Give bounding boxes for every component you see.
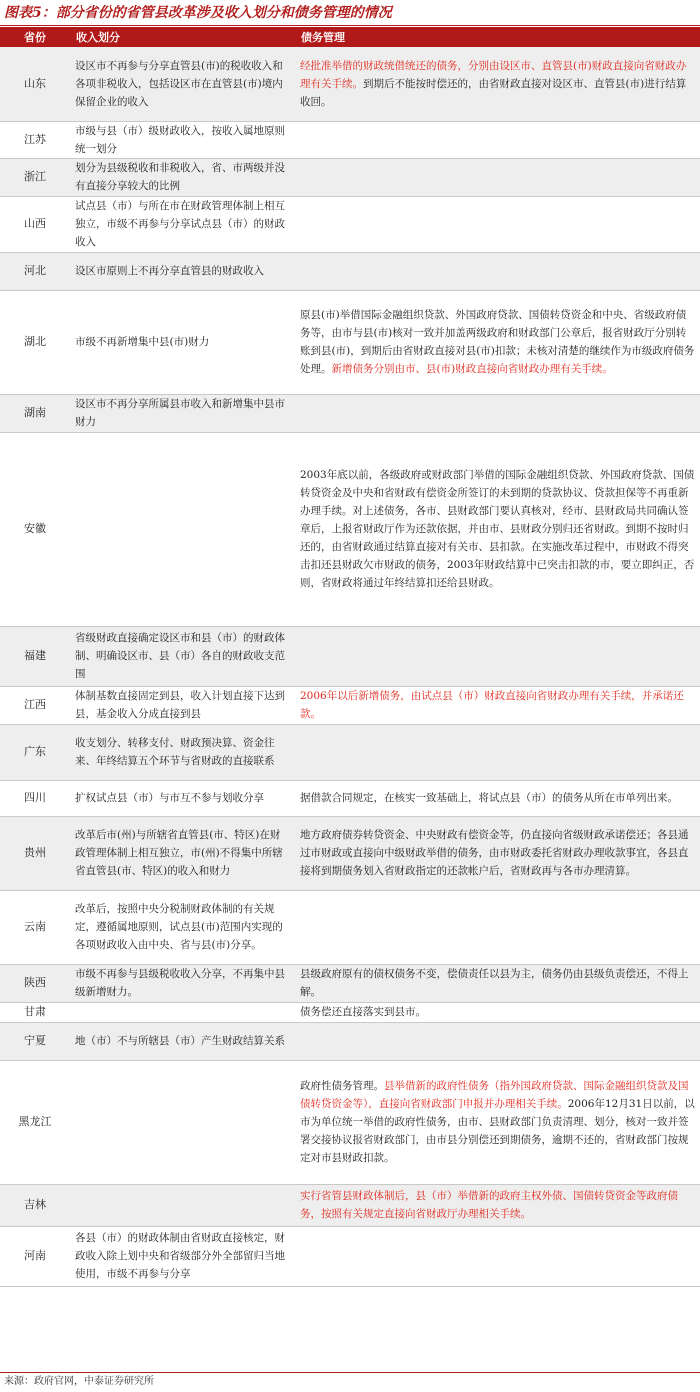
province-cell: 四川: [0, 780, 70, 816]
province-cell: 江西: [0, 686, 70, 724]
debt-highlight-text: 经批准举借的财政统借统还的债务，分别由设区市、直管县(市)财政直接向省财政办理有关手续。: [300, 59, 687, 90]
province-cell: 浙江: [0, 158, 70, 196]
table-row: [0, 1060, 700, 1184]
province-cell: 宁夏: [0, 1022, 70, 1060]
table-row: [0, 196, 700, 252]
table-row: [0, 724, 700, 780]
income-cell: 各县（市）的财政体制由省财政直接核定，财政收入除上划中央和省级部分外全部留归当地使用，市级不再参与分享: [70, 1226, 295, 1286]
debt-cell: [295, 252, 700, 290]
debt-text: 地方政府债券转贷资金、中央财政有偿资金等，仍直接向省级财政承诺偿还；各县通过市财政或直接向中级财政举借的债务，由市财政委托省财政办理收款事宜，各县直接将到期债务划入省财政指定的还款帐户后，省财政再与各市办理清算。: [300, 829, 689, 877]
income-cell: [70, 432, 295, 626]
debt-cell: [295, 47, 700, 121]
debt-cell: [295, 890, 700, 964]
province-cell: 吉林: [0, 1184, 70, 1226]
table-row: [0, 1002, 700, 1022]
header-income: 收入划分: [70, 27, 295, 47]
province-cell: 湖北: [0, 290, 70, 394]
province-cell: 河南: [0, 1226, 70, 1286]
table-row: [0, 394, 700, 432]
table-header-row: [0, 27, 700, 47]
income-cell: [70, 1184, 295, 1226]
debt-text: 县级政府原有的债权债务不变，偿债责任以县为主，债务仍由县级负责偿还，不得上解。: [300, 968, 689, 998]
province-cell: 福建: [0, 626, 70, 686]
debt-cell: [295, 964, 700, 1002]
debt-cell: [295, 1022, 700, 1060]
debt-text: 到期后不能按时偿还的，由省财政直接对设区市、直管县(市)进行结算收回。: [300, 77, 687, 108]
income-cell: 设区市不再分享所属县市收入和新增集中县市财力: [70, 394, 295, 432]
debt-text: 原县(市)举借国际金融组织贷款、外国政府贷款、国债转贷资金和中央、省级政府债务等，由市与县(市)核对一致并加盖两级政府和财政部门公章后，报省财政厅分别转账到县(市)，到期后由省财政直接对县(市)扣款；未核对清楚的继续作为市级政府债务处理。: [300, 309, 695, 375]
income-cell: [70, 1002, 295, 1022]
income-cell: 扩权试点县（市）与市互不参与划收分享: [70, 780, 295, 816]
income-cell: 试点县（市）与所在市在财政管理体制上相互独立，市级不再参与分享试点县（市）的财政收入: [70, 196, 295, 252]
table-row: [0, 290, 700, 394]
table-row: [0, 1022, 700, 1060]
debt-text: 2003年底以前，各级政府或财政部门举借的国际金融组织贷款、外国政府贷款、国债转贷资金及中央和省财政有偿资金所签订的未到期的贷款协议、贷款担保等不再重新办理手续。对上述债务，各市、县财政部门要认真核对，经市、县财政局共同确认签章后，上报省财政厅作为还款依据，并由市、县财政分别归还省财政。到期不按时归还的，由省财政通过结算直接对有关市、县扣款。在实施改革过程中，市财政不得突击扣还县财政欠市财政的债务，2003年财政结算中已突击扣款的市，要立即纠正，否则，省财政将通过年终结算扣还给县财政。: [300, 469, 695, 589]
debt-cell: [295, 158, 700, 196]
table-row: [0, 890, 700, 964]
table-row: [0, 780, 700, 816]
policy-table: [0, 27, 700, 1287]
province-cell: 河北: [0, 252, 70, 290]
debt-text: 债务偿还直接落实到县市。: [300, 1006, 426, 1018]
province-cell: 贵州: [0, 816, 70, 890]
title-rule: [0, 25, 700, 26]
table-row: [0, 1226, 700, 1286]
figure-title: 图表5：部分省份的省管县改革涉及收入划分和债务管理的情况: [4, 5, 392, 21]
debt-cell: [295, 1060, 700, 1184]
province-cell: 广东: [0, 724, 70, 780]
income-cell: [70, 1060, 295, 1184]
header-province: 省份: [0, 27, 70, 47]
table-row: [0, 252, 700, 290]
debt-cell: [295, 816, 700, 890]
debt-cell: [295, 1184, 700, 1226]
income-cell: 划分为县级税收和非税收入，省、市两级并没有直接分享较大的比例: [70, 158, 295, 196]
province-cell: 陕西: [0, 964, 70, 1002]
province-cell: 云南: [0, 890, 70, 964]
income-cell: 市级与县（市）级财政收入，按收入属地原则统一划分: [70, 121, 295, 158]
debt-cell: [295, 290, 700, 394]
debt-cell: [295, 1226, 700, 1286]
income-cell: 改革后市(州)与所辖省直管县(市、特区)在财政管理体制上相互独立，市(州)不得集中所辖省直管县(市、特区)的收入和财力: [70, 816, 295, 890]
table-row: [0, 816, 700, 890]
debt-cell: [295, 1002, 700, 1022]
debt-intro-text: 政府性债务管理。: [300, 1080, 384, 1092]
income-cell: 体制基数直接固定到县，收入计划直接下达到县，基金收入分成直接到县: [70, 686, 295, 724]
table-body: [0, 47, 700, 1286]
debt-text: 2006年12月31日以前，以市为单位统一举借的政府性债务，由市、县财政部门负责清理、划分，核对一致并签署交接协议报省财政部门，由市县分别偿还到期债务，逾期不还的，省财政部门按规定对市县财政扣款。: [300, 1098, 695, 1164]
income-cell: 省级财政直接确定设区市和县（市）的财政体制、明确设区市、县（市）各自的财政收支范围: [70, 626, 295, 686]
table-row: [0, 686, 700, 724]
table-row: [0, 1184, 700, 1226]
debt-cell: [295, 686, 700, 724]
table-row: [0, 964, 700, 1002]
income-cell: 设区市不再参与分享直管县(市)的税收收入和各项非税收入，包括设区市在直管县(市)境内保留企业的收入: [70, 47, 295, 121]
debt-cell: [295, 196, 700, 252]
debt-cell: [295, 394, 700, 432]
province-cell: 黑龙江: [0, 1060, 70, 1184]
table-row: [0, 626, 700, 686]
table-row: [0, 47, 700, 121]
debt-highlight-text: 县举借新的政府性债务（指外国政府贷款、国际金融组织贷款及国债转贷资金等），直接向省财政部门申报并办理相关手续。: [300, 1080, 689, 1110]
province-cell: 江苏: [0, 121, 70, 158]
header-debt: 债务管理: [295, 27, 700, 47]
debt-highlight-text: 实行省管县财政体制后，县（市）举借新的政府主权外债、国债转贷资金等政府债务，按照有关规定直接向省财政厅办理相关手续。: [300, 1190, 678, 1220]
debt-highlight-text: 2006年以后新增债务，由试点县（市）财政直接向省财政办理有关手续，并承诺还款。: [300, 690, 684, 720]
province-cell: 山西: [0, 196, 70, 252]
income-cell: 地（市）不与所辖县（市）产生财政结算关系: [70, 1022, 295, 1060]
debt-highlight-text: 新增债务分别由市、县(市)财政直接向省财政办理有关手续。: [331, 363, 613, 375]
income-cell: 收支划分、转移支付、财政预决算、资金往来、年终结算五个环节与省财政的直接联系: [70, 724, 295, 780]
income-cell: 市级不再新增集中县(市)财力: [70, 290, 295, 394]
province-cell: 甘肃: [0, 1002, 70, 1022]
province-cell: 山东: [0, 47, 70, 121]
table-row: [0, 432, 700, 626]
debt-cell: [295, 432, 700, 626]
debt-cell: [295, 121, 700, 158]
debt-cell: [295, 780, 700, 816]
debt-text: 据借款合同规定，在核实一致基础上，将试点县（市）的债务从所在市单列出来。: [300, 792, 678, 804]
debt-cell: [295, 626, 700, 686]
debt-cell: [295, 724, 700, 780]
source-rule: [0, 1372, 700, 1373]
income-cell: 设区市原则上不再分享直管县的财政收入: [70, 252, 295, 290]
province-cell: 安徽: [0, 432, 70, 626]
figure-source: 来源：政府官网，中泰证券研究所: [4, 1376, 154, 1387]
income-cell: 市级不再参与县级税收收入分享，不再集中县级新增财力。: [70, 964, 295, 1002]
income-cell: 改革后，按照中央分税制财政体制的有关规定，遵循属地原则，试点县(市)范围内实现的各项财政收入由中央、省与县(市)分享。: [70, 890, 295, 964]
province-cell: 湖南: [0, 394, 70, 432]
table-row: [0, 121, 700, 158]
table-row: [0, 158, 700, 196]
